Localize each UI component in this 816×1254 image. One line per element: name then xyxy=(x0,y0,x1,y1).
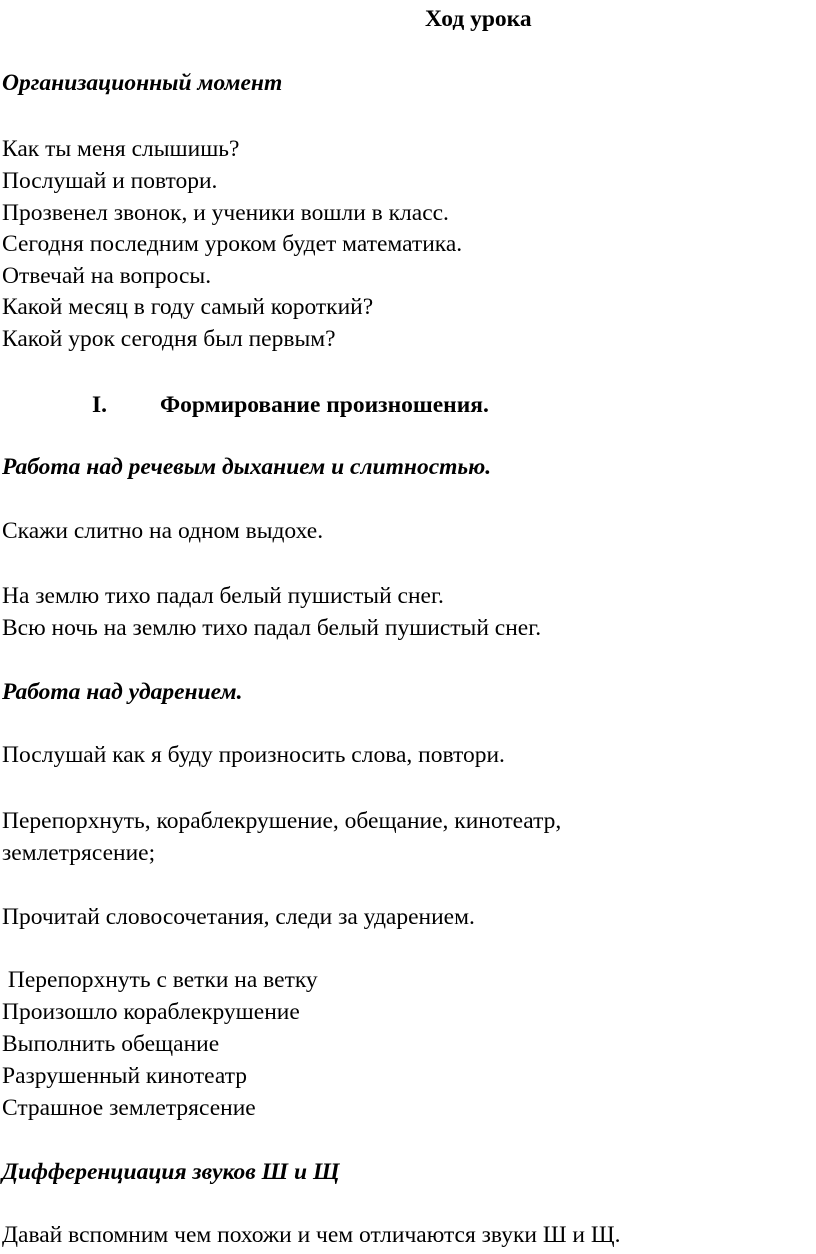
stress-phrase: Перепорхнуть с ветки на ветку xyxy=(2,967,318,993)
org-heading: Организационный момент xyxy=(2,70,283,96)
org-line: Сегодня последним уроком будет математика. xyxy=(2,231,463,257)
section-title: Формирование произношения. xyxy=(160,392,489,418)
org-line: Отвечай на вопросы. xyxy=(2,263,212,289)
org-line: Как ты меня слышишь? xyxy=(2,136,240,162)
diff-text: Давай вспомним чем похожи и чем отличаются звуки Ш и Щ. xyxy=(2,1222,621,1248)
stress-instruction-2: Прочитай словосочетания, следи за ударением. xyxy=(2,904,475,930)
breathing-line: На землю тихо падал белый пушистый снег. xyxy=(2,583,444,609)
stress-phrase: Произошло кораблекрушение xyxy=(2,999,300,1025)
org-line: Прозвенел звонок, и ученики вошли в класс. xyxy=(2,200,449,226)
stress-phrase: Выполнить обещание xyxy=(2,1031,220,1057)
breathing-instruction: Скажи слитно на одном выдохе. xyxy=(2,518,324,544)
breathing-heading: Работа над речевым дыханием и слитностью. xyxy=(2,454,492,480)
page-title: Ход урока xyxy=(425,6,532,32)
breathing-line: Всю ночь на землю тихо падал белый пушистый снег. xyxy=(2,615,542,641)
org-line: Какой месяц в году самый короткий? xyxy=(2,294,374,320)
stress-words-line: землетрясение; xyxy=(2,840,156,866)
stress-heading: Работа над ударением. xyxy=(2,679,243,705)
stress-words-line: Перепорхнуть, кораблекрушение, обещание, кинотеатр, xyxy=(2,808,562,834)
section-number: I. xyxy=(92,392,108,418)
org-line: Какой урок сегодня был первым? xyxy=(2,326,336,352)
stress-phrase: Разрушенный кинотеатр xyxy=(2,1063,248,1089)
stress-phrase: Страшное землетрясение xyxy=(2,1095,256,1121)
stress-instruction: Послушай как я буду произносить слова, повтори. xyxy=(2,742,505,768)
diff-heading: Дифференциация звуков Ш и Щ xyxy=(2,1159,340,1185)
org-line: Послушай и повтори. xyxy=(2,168,218,194)
